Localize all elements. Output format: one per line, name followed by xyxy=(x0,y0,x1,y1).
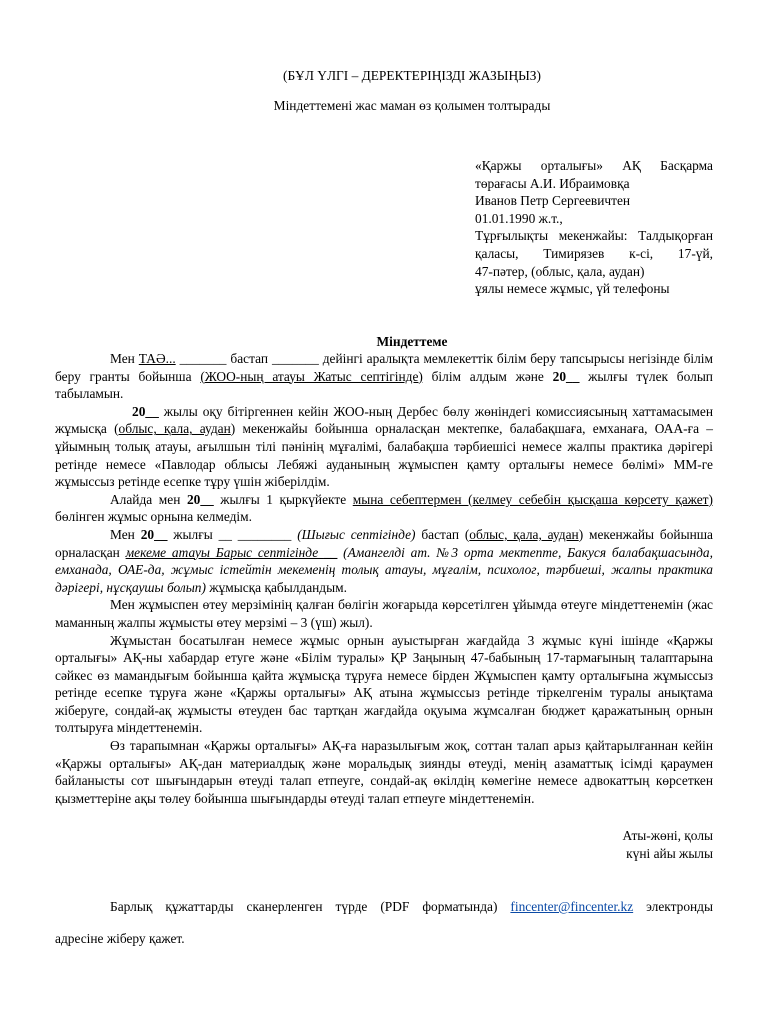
signature-name-line: Аты-жөні, қолы xyxy=(622,828,713,843)
text: жылғы түлек болып табыламын. xyxy=(55,368,713,402)
recipient-line: Тұрғылықты мекенжайы: Талдықорған xyxy=(475,228,713,244)
footer-line-2: адресіне жіберу қажет. xyxy=(55,931,185,946)
text: _______ бастап _______ дейінгі аралықта мемлекеттік білім беру тапсырысы негізінде білім беру гранты бойынша xyxy=(55,351,713,384)
text: ) мекенжайы бойынша орналасқан мектепке, балабақшаға, емханаға, ОАА-ға – ұйымның толық атауы, ағылшын тілі пәнінің мұғалімі, балабақша тәрбиешісі немесе жалпы практика дәрігері ретінде немесе «Павлодар облысы Лебяжі ауданының жұмыспен қамту орталығы немесе бөлімі» ММ-ге жұмыссыз ретінде есепке тұру үшін жіберілдім. xyxy=(55,421,713,490)
paragraph-1 xyxy=(55,350,713,403)
underline-blank: __ xyxy=(323,544,338,560)
document-title: Міндеттеме xyxy=(376,334,448,349)
paragraph-2 xyxy=(55,403,713,491)
recipient-line: ұялы немесе жұмыс, үй телефоны xyxy=(475,281,670,297)
paragraph-5: Мен жұмыспен өтеу мерзімінің қалған бөлігін жоғарыда көрсетілген ұйымда өтеуге міндеттенемін (жас маманның жалпы жұмысты өтеу мерзімі – 3 (үш) жыл). xyxy=(55,597,713,630)
paragraph-7: Өз тарапымнан «Қаржы орталығы» АҚ-ға наразылығым жоқ, соттан талап арыз қайтарылғаннан кейін «Қаржы орталығы» АҚ-дан материалдық және моральдық зиянды өтеуді, менің азаматтық ісімді қараумен байланысты сот шығындарын өтеуді талап етпеуге, сондай-ақ өкілдің көмегіне немесе адвокаттың көрсеткен қызметтеріне ақы төлеу бойынша шығындарды өтеуді талап етпеуге міндеттенемін. xyxy=(55,738,713,806)
location-placeholder: облыс, қала, аудан xyxy=(469,526,579,542)
location-placeholder: облыс, қала, аудан xyxy=(118,421,231,437)
text: жылы оқу бітіргеннен кейін ЖОО-ның Дербес бөлу жөніндегі комиссиясының хаттамасымен жұмысқа ( xyxy=(55,403,713,437)
email-link[interactable]: fincenter@fincenter.kz xyxy=(510,899,634,914)
paragraph-4 xyxy=(55,526,713,596)
text: Мен xyxy=(110,526,141,542)
recipient-line: 01.01.1990 ж.т., xyxy=(475,210,563,226)
paragraph-6: Жұмыстан босатылған немесе жұмыс орнын ауыстырған жағдайда 3 жұмыс күні ішінде «Қаржы орталығы» АҚ-ны хабардар етуге және «Білім туралы» ҚР Заңының 47-бабының 17-тармағының талаптарына сәйкес өз мамандығым бойынша қайта жұмысқа тұруға немесе бірден Жұмыспен қамту орталығына жұмыссыз ретінде есепке тұруға және «Қаржы орталығы» АҚ атына жұмыссыз ретінде тіркелгенім туралы анықтама жіберуге, сондай-ақ жұмысты өтеуден бас тартқан жағдайда оқуыма жұмсалған бюджет қаражатының орнын толтыруға міндеттенемін. xyxy=(55,632,713,736)
signature-date-line: күні айы жылы xyxy=(626,845,713,861)
document-body xyxy=(55,350,713,807)
paragraph-3 xyxy=(55,491,713,526)
text: Барлық құжаттарды сканерленген түрде (PDF форматында) xyxy=(110,899,511,914)
year-placeholder: 20__ xyxy=(140,526,168,542)
university-placeholder: (ЖОО-ның атауы Жатыс септігінде) xyxy=(200,368,423,384)
text: жұмысқа қабылдандым. xyxy=(205,579,347,595)
text: Мен xyxy=(110,351,139,366)
recipient-line: төрағасы А.И. Ибраимовқа xyxy=(475,175,630,191)
year-placeholder: 20__ xyxy=(552,368,580,384)
fullname-placeholder: ТАӘ... xyxy=(138,351,176,366)
year-placeholder: 20__ xyxy=(132,403,159,419)
recipient-line: қаласы, Тимирязев к-сі, 17-үй, xyxy=(475,245,713,261)
text: жылғы __ ________ xyxy=(167,526,298,542)
recipient-line: 47-пәтер, (облыс, қала, аудан) xyxy=(475,263,645,279)
text: электронды xyxy=(633,899,713,914)
recipient-block xyxy=(475,157,713,298)
recipient-line: «Қаржы орталығы» АҚ Басқарма xyxy=(475,158,713,173)
year-placeholder: 20__ xyxy=(186,491,214,507)
text: Алайда мен xyxy=(110,491,187,507)
text: ) мекенжайы бойынша орналасқан xyxy=(55,526,713,560)
case-hint: (Шығыс септігінде) xyxy=(297,526,416,542)
organization-examples: (Амангелді ат. №3 орта мектепте, Бакуся балабақшасында, емханада, ОАЕ-да, жұмыс істейтін мекеменің толық атауы, мұғалім, психолог, тәрбиеші, жалпы практика дәрігері, нұсқаушы болып) xyxy=(55,544,713,595)
organization-placeholder: мекеме атауы Барыс септігінде xyxy=(125,544,324,560)
recipient-line: Иванов Петр Сергеевичтен xyxy=(475,193,631,209)
text: жылғы 1 қыркүйекте xyxy=(213,491,353,507)
fill-note: Міндеттемені жас маман өз қолымен толтырады xyxy=(273,98,551,113)
reason-placeholder: мына себептермен (келмеу себебін қысқаша көрсету қажет) xyxy=(352,491,713,507)
text: білім алдым және xyxy=(422,368,553,384)
sample-note: (БҰЛ ҮЛГІ – ДЕРЕКТЕРІҢІЗДІ ЖАЗЫҢЫЗ) xyxy=(283,68,541,83)
text: бастап ( xyxy=(415,526,470,542)
text: бөлінген жұмыс орнына келмедім. xyxy=(55,509,252,525)
footer-line-1 xyxy=(55,898,713,916)
signature-block xyxy=(475,827,713,862)
